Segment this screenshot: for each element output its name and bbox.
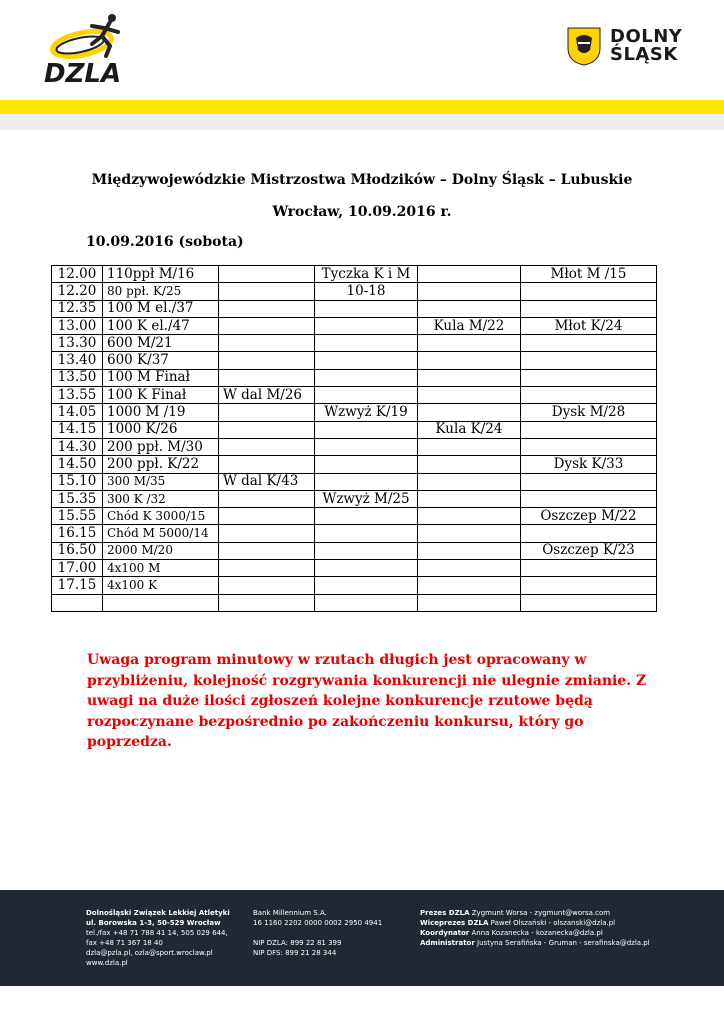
logo-line-2: ŚLĄSK xyxy=(610,44,678,65)
event-cell: 300 M/35 xyxy=(103,473,219,490)
event-cell xyxy=(418,438,521,455)
event-cell: 80 ppł. K/25 xyxy=(103,283,219,300)
time-cell: 13.30 xyxy=(52,335,103,352)
footer-phone: tel./fax +48 71 788 41 14, 505 029 644, xyxy=(86,929,228,937)
event-cell: Kula M/22 xyxy=(418,317,521,334)
event-cell: Dysk M/28 xyxy=(521,404,657,421)
header-grey-bar xyxy=(0,114,724,130)
footer-officer xyxy=(420,908,650,918)
table-row xyxy=(52,542,657,559)
table-row xyxy=(52,473,657,490)
event-cell: 300 K /32 xyxy=(103,490,219,507)
event-cell xyxy=(219,577,315,594)
footer-officer xyxy=(420,918,650,928)
table-row xyxy=(52,300,657,317)
event-cell xyxy=(315,438,418,455)
officer-role: Wiceprezes DZLA xyxy=(420,919,489,927)
time-cell: 13.40 xyxy=(52,352,103,369)
event-cell: Wzwyż M/25 xyxy=(315,490,418,507)
event-cell: 1000 M /19 xyxy=(103,404,219,421)
coat-of-arms-icon xyxy=(566,26,602,66)
event-cell: W dal M/26 xyxy=(219,387,315,404)
event-cell: 200 ppł. K/22 xyxy=(103,456,219,473)
event-cell: 100 M el./37 xyxy=(103,300,219,317)
event-cell xyxy=(219,421,315,438)
event-cell xyxy=(219,369,315,386)
event-cell: 2000 M/20 xyxy=(103,542,219,559)
event-cell xyxy=(521,369,657,386)
event-cell: 600 M/21 xyxy=(103,335,219,352)
time-cell: 14.05 xyxy=(52,404,103,421)
event-cell xyxy=(521,335,657,352)
event-cell xyxy=(418,266,521,283)
event-cell xyxy=(219,490,315,507)
table-row xyxy=(52,387,657,404)
event-cell xyxy=(521,438,657,455)
footer-officer xyxy=(420,938,650,948)
table-row xyxy=(52,594,657,611)
warning-note: Uwaga program minutowy w rzutach długich jest opracowany w przybliżeniu, kolejność rozgrywania konkurencji nie ulegnie zmianie. Z uwagi na duże ilości zgłoszeń kolejne konkurencje rzutowe będą rozpoczynane bezpośrednio po zakończeniu konkursu, który go poprzedza. xyxy=(87,652,647,750)
event-cell xyxy=(219,404,315,421)
event-cell: Tyczka K i M xyxy=(315,266,418,283)
event-cell xyxy=(315,335,418,352)
officer-role: Koordynator xyxy=(420,929,470,937)
event-cell xyxy=(219,542,315,559)
event-cell: 100 K Finał xyxy=(103,387,219,404)
bottom-margin xyxy=(0,986,724,1024)
time-cell: 13.50 xyxy=(52,369,103,386)
event-cell: Dysk K/33 xyxy=(521,456,657,473)
dzla-logo-text: DZLA xyxy=(44,59,122,89)
time-cell: 14.15 xyxy=(52,421,103,438)
footer-officers xyxy=(420,908,650,948)
event-cell xyxy=(418,508,521,525)
officer-role: Administrator xyxy=(420,939,475,947)
event-cell xyxy=(315,456,418,473)
table-row xyxy=(52,421,657,438)
event-cell xyxy=(219,335,315,352)
footer-fax: fax +48 71 367 18 40 xyxy=(86,939,163,947)
time-cell: 12.20 xyxy=(52,283,103,300)
event-cell xyxy=(219,594,315,611)
event-cell xyxy=(315,542,418,559)
logo-line-1: DOLNY xyxy=(610,26,683,47)
time-cell: 16.50 xyxy=(52,542,103,559)
event-cell xyxy=(418,300,521,317)
event-cell xyxy=(219,300,315,317)
table-row xyxy=(52,266,657,283)
event-cell xyxy=(418,456,521,473)
time-cell: 12.35 xyxy=(52,300,103,317)
event-cell: 110ppł M/16 xyxy=(103,266,219,283)
event-cell xyxy=(219,508,315,525)
event-cell xyxy=(418,369,521,386)
time-cell: 14.50 xyxy=(52,456,103,473)
officer-text: Zygmunt Worsa - zygmunt@worsa.com xyxy=(471,909,611,917)
time-cell: 15.35 xyxy=(52,490,103,507)
event-cell: Młot M /15 xyxy=(521,266,657,283)
event-cell xyxy=(418,560,521,577)
time-cell: 16.15 xyxy=(52,525,103,542)
event-cell xyxy=(418,283,521,300)
event-cell xyxy=(315,352,418,369)
event-cell xyxy=(521,560,657,577)
event-cell xyxy=(103,594,219,611)
event-cell xyxy=(315,387,418,404)
page-header xyxy=(0,0,724,130)
footer-org-name: Dolnośląski Związek Lekkiej Atletyki xyxy=(86,909,230,917)
footer-bank xyxy=(253,908,382,958)
event-cell: Wzwyż K/19 xyxy=(315,404,418,421)
event-cell xyxy=(219,438,315,455)
event-cell xyxy=(315,317,418,334)
event-cell: 600 K/37 xyxy=(103,352,219,369)
event-cell xyxy=(418,352,521,369)
runner-swoosh-icon xyxy=(40,10,150,90)
event-cell xyxy=(521,283,657,300)
event-cell xyxy=(315,577,418,594)
time-cell: 17.00 xyxy=(52,560,103,577)
event-cell xyxy=(521,300,657,317)
event-cell xyxy=(418,490,521,507)
dolny-slask-text xyxy=(610,28,682,64)
table-row xyxy=(52,438,657,455)
event-cell: 1000 K/26 xyxy=(103,421,219,438)
event-cell xyxy=(315,525,418,542)
footer-nip-dfs: NIP DFS: 899 21 28 344 xyxy=(253,949,337,957)
event-cell xyxy=(521,490,657,507)
footer-spacer xyxy=(253,928,382,938)
event-cell xyxy=(219,525,315,542)
event-cell: Chód K 3000/15 xyxy=(103,508,219,525)
dolny-slask-logo xyxy=(566,26,696,70)
table-row xyxy=(52,283,657,300)
event-cell xyxy=(315,508,418,525)
event-cell: Kula K/24 xyxy=(418,421,521,438)
time-cell: 13.00 xyxy=(52,317,103,334)
event-cell xyxy=(219,456,315,473)
time-cell: 17.15 xyxy=(52,577,103,594)
footer-bank-account: 16 1160 2202 0000 0002 2950 4941 xyxy=(253,919,383,927)
table-row xyxy=(52,335,657,352)
dzla-logo xyxy=(40,10,150,90)
event-cell xyxy=(219,317,315,334)
event-cell: Chód M 5000/14 xyxy=(103,525,219,542)
event-cell xyxy=(521,352,657,369)
footer-bank-name: Bank Millennium S.A. xyxy=(253,909,327,917)
event-cell xyxy=(418,542,521,559)
footer-email[interactable]: dzla@pzla.pl, ozla@sport.wroclaw.pl xyxy=(86,949,213,957)
page-subtitle: Wrocław, 10.09.2016 r. xyxy=(272,204,452,220)
event-cell: W dal K/43 xyxy=(219,473,315,490)
table-row xyxy=(52,560,657,577)
event-cell xyxy=(418,577,521,594)
event-cell xyxy=(521,525,657,542)
table-row xyxy=(52,577,657,594)
event-cell: 10-18 xyxy=(315,283,418,300)
table-row xyxy=(52,369,657,386)
time-cell: 12.00 xyxy=(52,266,103,283)
event-cell xyxy=(521,473,657,490)
footer-officer xyxy=(420,928,650,938)
page-footer xyxy=(0,890,724,986)
table-row xyxy=(52,525,657,542)
event-cell: 100 K el./47 xyxy=(103,317,219,334)
footer-nip-dzla: NIP DZLA: 899 22 81 399 xyxy=(253,939,342,947)
event-cell: 200 ppł. M/30 xyxy=(103,438,219,455)
schedule-table xyxy=(51,265,657,612)
time-cell: 15.55 xyxy=(52,508,103,525)
footer-website[interactable]: www.dzla.pl xyxy=(86,959,128,967)
event-cell xyxy=(521,421,657,438)
footer-address xyxy=(86,908,230,968)
page-title: Międzywojewódzkie Mistrzostwa Młodzików – Dolny Śląsk – Lubuskie xyxy=(91,172,633,188)
event-cell: 100 M Finał xyxy=(103,369,219,386)
table-row xyxy=(52,456,657,473)
event-cell xyxy=(418,387,521,404)
event-cell xyxy=(418,473,521,490)
event-cell xyxy=(219,266,315,283)
event-cell: Oszczep K/23 xyxy=(521,542,657,559)
event-cell: Oszczep M/22 xyxy=(521,508,657,525)
event-cell xyxy=(219,560,315,577)
event-cell: Młot K/24 xyxy=(521,317,657,334)
event-cell xyxy=(219,283,315,300)
table-row xyxy=(52,490,657,507)
event-cell: 4x100 M xyxy=(103,560,219,577)
officer-text: Justyna Serafińska - Gruman - serafinska@dzla.pl xyxy=(477,939,650,947)
officer-text: Paweł Olszański - olszanski@dzla.pl xyxy=(490,919,616,927)
table-row xyxy=(52,352,657,369)
event-cell xyxy=(418,594,521,611)
table-row xyxy=(52,404,657,421)
event-cell xyxy=(315,369,418,386)
schedule-body xyxy=(52,266,657,612)
event-cell xyxy=(315,473,418,490)
event-cell xyxy=(418,525,521,542)
event-cell xyxy=(219,352,315,369)
officer-text: Anna Kozanecka - kozanecka@dzla.pl xyxy=(471,929,603,937)
event-cell xyxy=(315,421,418,438)
time-cell: 14.30 xyxy=(52,438,103,455)
table-row xyxy=(52,508,657,525)
event-cell xyxy=(315,560,418,577)
day-heading: 10.09.2016 (sobota) xyxy=(86,234,244,250)
event-cell: 4x100 K xyxy=(103,577,219,594)
event-cell xyxy=(418,404,521,421)
officer-role: Prezes DZLA xyxy=(420,909,470,917)
footer-address-line: ul. Borowska 1-3, 50-529 Wrocław xyxy=(86,919,221,927)
time-cell: 15.10 xyxy=(52,473,103,490)
event-cell xyxy=(418,335,521,352)
event-cell xyxy=(521,594,657,611)
event-cell xyxy=(521,387,657,404)
time-cell xyxy=(52,594,103,611)
time-cell: 13.55 xyxy=(52,387,103,404)
event-cell xyxy=(315,594,418,611)
event-cell xyxy=(521,577,657,594)
event-cell xyxy=(315,300,418,317)
table-row xyxy=(52,317,657,334)
header-yellow-bar xyxy=(0,100,724,114)
